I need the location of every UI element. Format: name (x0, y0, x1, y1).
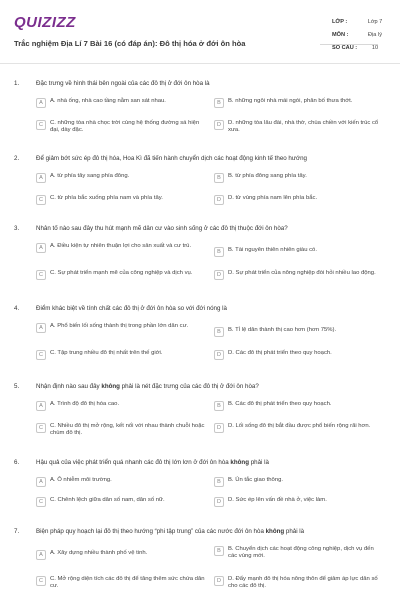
option-text: D. Các đô thị phát triển theo quy hoạch. (228, 350, 332, 356)
option-d[interactable] (214, 497, 389, 507)
option-letter: B (214, 327, 224, 337)
question-text: Đặc trưng về hình thái bên ngoài của các đô thị ở đới ôn hòa là (36, 80, 210, 87)
emphasis-not: không (265, 528, 285, 535)
option-letter: B (214, 546, 224, 556)
option-text: D. Đẩy mạnh đô thị hóa nông thôn để giảm áp lực dân số cho các đô thị. (228, 576, 378, 590)
option-letter: B (214, 173, 224, 183)
option-letter: A (36, 98, 46, 108)
option-b[interactable] (214, 546, 389, 560)
question-number: 6. (14, 459, 20, 466)
option-letter: B (214, 477, 224, 487)
option-text: B. những ngôi nhà mái ngói, phân bố thưa thớt. (228, 98, 353, 104)
option-d[interactable] (214, 350, 389, 360)
option-b[interactable] (214, 477, 389, 487)
option-text: A. từ phía tây sang phía đông. (50, 173, 130, 179)
option-letter: D (214, 195, 224, 205)
option-text: B. Tỉ lệ dân thành thị cao hơn (hơn 75%). (228, 327, 337, 333)
option-b[interactable] (214, 98, 389, 108)
question-stem (14, 383, 386, 391)
option-letter: D (214, 497, 224, 507)
option-letter: B (214, 98, 224, 108)
option-text: C. từ phía bắc xuống phía nam và phía tây. (50, 195, 163, 201)
question-stem (14, 80, 386, 88)
option-text: C. Sự phát triển mạnh mẽ của công nghiệp và dịch vụ. (50, 270, 193, 276)
option-text: C. Nhiều đô thị mở rộng, kết nối với nhau thành chuỗi hoặc chùm đô thị. (50, 423, 205, 437)
meta-row-subject (332, 28, 390, 41)
question-number: 7. (14, 528, 20, 535)
worksheet-title: Trắc nghiệm Địa Lí 7 Bài 16 (có đáp án): Đô thị hóa ở đới ôn hòa (14, 39, 246, 48)
option-letter: B (214, 247, 224, 257)
option-b[interactable] (214, 173, 389, 183)
question-stem (14, 155, 386, 163)
question-6 (14, 459, 386, 505)
option-text: D. từ vùng phía nam lên phía bắc. (228, 195, 318, 201)
question-number: 3. (14, 225, 20, 232)
option-a[interactable] (36, 323, 211, 333)
option-b[interactable] (214, 247, 389, 257)
meta-row-count (332, 41, 390, 54)
quizizz-logo: QUIZIZZ (14, 14, 76, 31)
option-text: D. Sức ép lên vấn đề nhà ở, việc làm. (228, 497, 327, 503)
option-letter: C (36, 195, 46, 205)
worksheet-header (12, 12, 388, 62)
option-letter: C (36, 423, 46, 433)
option-text: A. nhà ống, nhà cao tầng nằm san sát nhau. (50, 98, 166, 104)
option-a[interactable] (36, 401, 211, 411)
option-c[interactable] (36, 120, 211, 134)
emphasis-not: không (230, 459, 249, 466)
option-letter: B (214, 401, 224, 411)
meta-key: MÔN : (332, 31, 349, 38)
option-letter: D (214, 270, 224, 280)
header-divider (0, 63, 400, 64)
option-letter: A (36, 401, 46, 411)
option-c[interactable] (36, 270, 211, 280)
option-letter: D (214, 576, 224, 586)
question-text: Điểm khác biệt về tính chất các đô thị ở đới ôn hòa so với đới nóng là (36, 305, 227, 312)
meta-value: Lớp 7 (367, 18, 383, 25)
question-text: Để giảm bớt sức ép đô thị hóa, Hoa Kì đã tiến hành chuyển dịch các hoạt động kinh tế theo hướng (36, 155, 307, 162)
emphasis-not: không (101, 383, 120, 390)
option-text: A. Xây dựng nhiều thành phố vệ tinh. (50, 550, 148, 556)
option-letter: A (36, 550, 46, 560)
option-letter: D (214, 120, 224, 130)
option-text: A. Ô nhiễm môi trường. (50, 477, 112, 483)
meta-row-class (332, 15, 390, 28)
option-text: C. Tập trung nhiều đô thị nhất trên thế giới. (50, 350, 163, 356)
question-text: Nhân tố nào sau đây thu hút mạnh mẽ dân cư vào sinh sống ở các đô thị thuộc đới ôn hòa? (36, 225, 288, 232)
question-4 (14, 305, 386, 358)
question-text: Nhận định nào sau đây không phải là nét đặc trưng của các đô thị ở đới ôn hòa? (36, 383, 259, 390)
option-text: C. Chênh lệch giữa dân số nam, dân số nữ. (50, 497, 165, 503)
question-stem (14, 459, 386, 467)
option-text: B. Các đô thị phát triển theo quy hoạch. (228, 401, 332, 407)
option-a[interactable] (36, 98, 211, 108)
option-a[interactable] (36, 477, 211, 487)
option-b[interactable] (214, 327, 389, 337)
option-text: B. Chuyển dịch các hoạt động công nghiệp, dịch vụ đến các vùng mới. (228, 546, 374, 560)
option-letter: C (36, 576, 46, 586)
meta-value: Địa lý (368, 31, 382, 38)
option-a[interactable] (36, 550, 211, 560)
question-1 (14, 80, 386, 134)
option-letter: A (36, 323, 46, 333)
question-stem (14, 225, 386, 233)
option-text: A. Điều kiện tự nhiên thuận lợi cho sản xuất và cư trú. (50, 243, 192, 249)
option-c[interactable] (36, 423, 211, 437)
meta-value: 10 (371, 44, 379, 51)
option-letter: A (36, 477, 46, 487)
option-d[interactable] (214, 576, 389, 590)
option-text: D. những tòa lâu đài, nhà thờ, chùa chiền với kiến trúc cổ xưa. (228, 120, 379, 134)
option-c[interactable] (36, 350, 211, 360)
option-text: D. Sự phát triển của nông nghiệp đòi hỏi nhiều lao động. (228, 270, 376, 276)
question-5 (14, 383, 386, 437)
question-text: Hậu quả của việc phát triển quá nhanh các đô thị lớn lơn ở đới ôn hòa không phải là (36, 459, 269, 466)
question-text: Biện pháp quy hoạch lại đô thị theo hướng “phi tập trung” của các nước đới ôn hòa không phải là (36, 528, 305, 535)
question-stem (14, 528, 386, 536)
option-d[interactable] (214, 423, 389, 433)
meta-key: LỚP : (332, 18, 348, 25)
option-letter: A (36, 243, 46, 253)
question-7 (14, 528, 386, 590)
question-number: 5. (14, 383, 20, 390)
option-text: A. Trình độ đô thị hóa cao. (50, 401, 120, 407)
option-text: B. Ùn tắc giao thông. (228, 477, 284, 483)
worksheet-meta (332, 15, 390, 54)
option-text: C. Mở rộng diện tích các đô thị để tăng thêm sức chứa dân cư. (50, 576, 205, 590)
option-letter: D (214, 350, 224, 360)
question-3 (14, 225, 386, 278)
option-letter: C (36, 497, 46, 507)
option-d[interactable] (214, 270, 389, 280)
option-d[interactable] (214, 195, 389, 205)
option-text: B. Tài nguyên thiên nhiên giàu có. (228, 247, 317, 253)
question-number: 2. (14, 155, 20, 162)
option-letter: C (36, 270, 46, 280)
question-2 (14, 155, 386, 203)
option-a[interactable] (36, 173, 211, 183)
option-text: A. Phổ biến lối sống thành thị trong phần lớn dân cư. (50, 323, 189, 329)
question-stem (14, 305, 386, 313)
option-c[interactable] (36, 576, 211, 590)
option-c[interactable] (36, 195, 211, 205)
meta-key: SỐ CÂU : (332, 44, 358, 51)
question-number: 1. (14, 80, 20, 87)
question-number: 4. (14, 305, 20, 312)
option-text: B. từ phía đông sang phía tây. (228, 173, 307, 179)
option-a[interactable] (36, 243, 211, 253)
option-d[interactable] (214, 120, 389, 134)
meta-divider (320, 44, 378, 45)
option-text: D. Lối sống đô thị bắt đầu được phổ biến rộng rãi hơn. (228, 423, 371, 429)
option-b[interactable] (214, 401, 389, 411)
option-c[interactable] (36, 497, 211, 507)
option-letter: A (36, 173, 46, 183)
option-letter: D (214, 423, 224, 433)
option-letter: C (36, 120, 46, 130)
option-letter: C (36, 350, 46, 360)
option-text: C. những tòa nhà chọc trời cùng hệ thống đường sá hiện đại, dày đặc. (50, 120, 200, 134)
